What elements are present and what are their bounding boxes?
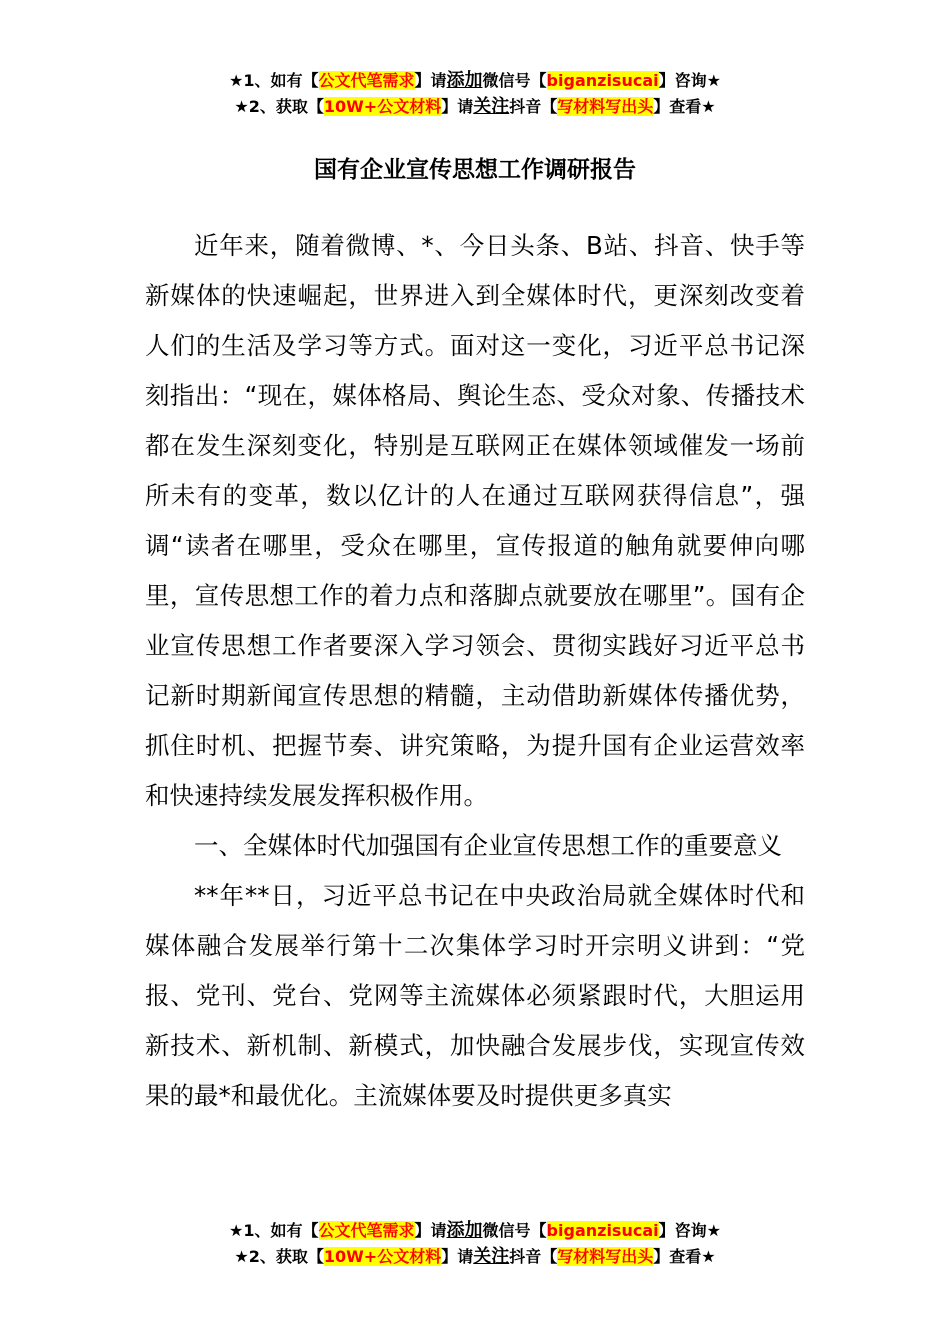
promo-line-2 bbox=[0, 94, 950, 120]
section-heading: 一、全媒体时代加强国有企业宣传思想工作的重要意义 bbox=[194, 831, 782, 860]
paragraph: 近年来，随着微博、*、今日头条、B站、抖音、快手等新媒体的快速崛起，世界进入到全媒体时代，更深刻改变着人们的生活及学习等方式。面对这一变化，习近平总书记深刻指出：“现在，媒体格局、舆论生态、受众对象、传播技术都在发生深刻变化，特别是互联网正在媒体领域催发一场前所未有的变革，数以亿计的人在通过互联网获得信息”，强调“读者在哪里，受众在哪里，宣传报道的触角就要伸向哪里，宣传思想工作的着力点和落脚点就要放在哪里”。国有企业宣传思想工作者要深入学习领会、贯彻实践好习近平总书记新时期新闻宣传思想的精髓，主动借助新媒体传播优势，抓住时机、把握节奏、讲究策略，为提升国有企业运营效率和快速持续发展发挥积极作用。 bbox=[145, 231, 805, 810]
promo-line-1 bbox=[0, 1218, 950, 1244]
footer-promo-banner bbox=[0, 1218, 950, 1270]
promo-text: ★1、如有【 bbox=[229, 1221, 319, 1240]
promo-line-1 bbox=[0, 68, 950, 94]
promo-text: 】请 bbox=[414, 71, 447, 90]
paragraph: **年**日，习近平总书记在中央政治局就全媒体时代和媒体融合发展举行第十二次集体学习时开宗明义讲到：“党报、党刊、党台、党网等主流媒体必须紧跟时代，大胆运用新技术、新机制、新模式，加快融合发展步伐，实现宣传效果的最*和最优化。主流媒体要及时提供更多真实 bbox=[145, 881, 805, 1110]
promo-highlight: 10W+公文材料 bbox=[323, 97, 442, 116]
promo-underline: 关注 bbox=[473, 1246, 510, 1267]
promo-douyin-id: 写材料写出头 bbox=[557, 1247, 654, 1266]
promo-wechat-id: biganzisucai bbox=[546, 1221, 659, 1240]
document-title: 国有企业宣传思想工作调研报告 bbox=[314, 157, 636, 183]
promo-text: 】请 bbox=[441, 97, 474, 116]
promo-text: ★1、如有【 bbox=[229, 71, 319, 90]
promo-text: 】查看★ bbox=[653, 97, 716, 116]
promo-highlight: 10W+公文材料 bbox=[323, 1247, 442, 1266]
promo-highlight: 公文代笔需求 bbox=[318, 71, 415, 90]
promo-text: 】请 bbox=[441, 1247, 474, 1266]
promo-text: 微信号【 bbox=[482, 1221, 547, 1240]
promo-text: 】咨询★ bbox=[658, 1221, 721, 1240]
promo-text: 微信号【 bbox=[482, 71, 547, 90]
promo-douyin-id: 写材料写出头 bbox=[557, 97, 654, 116]
promo-line-2 bbox=[0, 1244, 950, 1270]
promo-text: ★2、获取【 bbox=[234, 1247, 324, 1266]
promo-underline: 关注 bbox=[473, 96, 510, 117]
promo-underline: 添加 bbox=[446, 70, 483, 91]
promo-text: 抖音【 bbox=[509, 97, 558, 116]
promo-text: 】咨询★ bbox=[658, 71, 721, 90]
promo-text: 】请 bbox=[414, 1221, 447, 1240]
promo-wechat-id: biganzisucai bbox=[546, 71, 659, 90]
promo-text: 】查看★ bbox=[653, 1247, 716, 1266]
promo-underline: 添加 bbox=[446, 1220, 483, 1241]
promo-highlight: 公文代笔需求 bbox=[318, 1221, 415, 1240]
header-promo-banner bbox=[0, 68, 950, 120]
document-body bbox=[145, 221, 805, 1121]
promo-text: 抖音【 bbox=[509, 1247, 558, 1266]
promo-text: ★2、获取【 bbox=[234, 97, 324, 116]
